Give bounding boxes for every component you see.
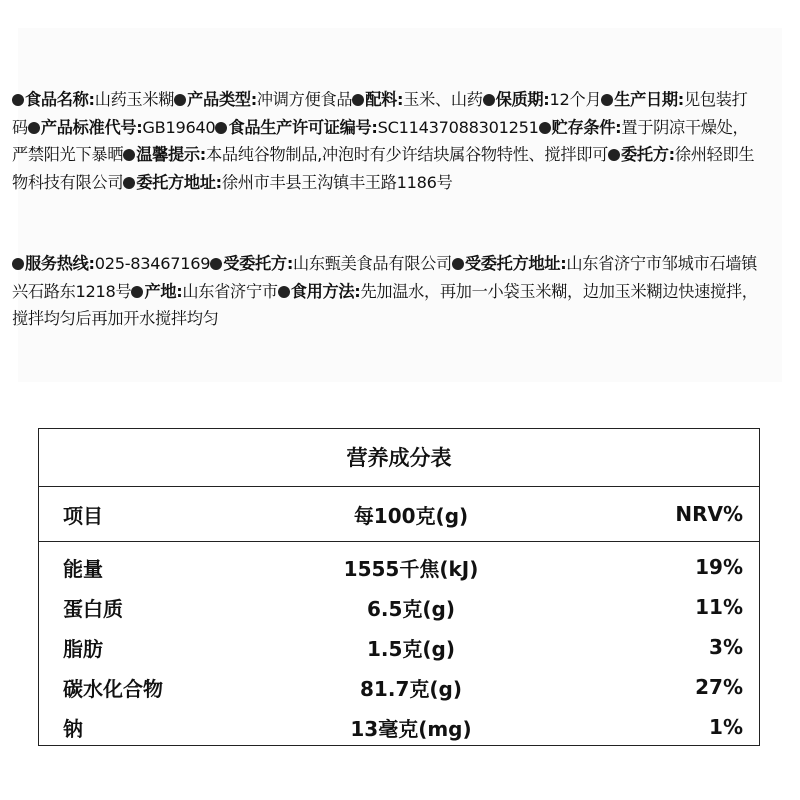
- header-nrv: NRV%: [675, 502, 743, 526]
- field-label: 保质期:: [495, 90, 550, 109]
- nutrient-nrv: 1%: [709, 715, 743, 739]
- field-label: 配料:: [365, 90, 404, 109]
- bullet-icon: [608, 149, 620, 161]
- field-label: 产品标准代号:: [40, 117, 143, 137]
- field-label: 食品名称:: [25, 90, 95, 109]
- field-label: 产品类型:: [187, 90, 257, 109]
- field-value: 见包装打码: [12, 90, 748, 137]
- field-label: 委托方地址:: [136, 172, 222, 192]
- bullet-icon: [539, 122, 551, 134]
- field-value: SC11437088301251: [377, 117, 539, 137]
- nutrient-nrv: 11%: [695, 595, 743, 619]
- field-label: 委托方:: [621, 145, 675, 164]
- nutrient-nrv: 19%: [695, 555, 743, 579]
- field-value: 山东省济宁市邹城市石墙镇兴石路东1218号: [12, 254, 758, 301]
- bullet-icon: [215, 122, 227, 134]
- bullet-icon: [352, 94, 364, 106]
- field-label: 服务热线:: [25, 254, 95, 273]
- nutrition-table-title: 营养成分表: [39, 429, 759, 487]
- bullet-icon: [483, 94, 495, 106]
- field-value: 徐州市丰县王沟镇丰王路1186号: [221, 172, 453, 192]
- field-label: 食用方法:: [290, 281, 361, 301]
- nutrient-value: 1555千焦(kJ): [343, 556, 479, 581]
- field-value: 025-83467169: [94, 254, 211, 273]
- nutrition-table-body: [39, 542, 759, 747]
- nutrient-name: 能量: [63, 556, 103, 581]
- field-value: 山东甄美食品有限公司: [293, 254, 452, 273]
- bullet-icon: [123, 149, 135, 161]
- field-value: 先加温水，再加一小袋玉米糊，边加玉米糊边快速搅拌，搅拌均匀后再加开水搅拌均匀: [12, 281, 758, 328]
- table-row: [39, 627, 759, 667]
- bullet-icon: [452, 258, 464, 270]
- nutrient-name: 碳水化合物: [63, 676, 163, 701]
- field-value: GB19640: [142, 117, 216, 137]
- field-label: 受委托方:: [223, 254, 293, 273]
- field-value: 置于阴凉干燥处，严禁阳光下暴晒: [12, 117, 749, 164]
- field-label: 产地:: [144, 281, 183, 301]
- field-value: 本品纯谷物制品,冲泡时有少许结块属谷物特性、搅拌即可: [205, 145, 608, 164]
- nutrient-value: 81.7克(g): [360, 676, 462, 701]
- bullet-icon: [12, 94, 24, 106]
- field-value: 冲调方便食品: [256, 90, 353, 109]
- field-value: 山药玉米糊: [94, 90, 175, 109]
- table-row: [39, 707, 759, 747]
- nutrient-value: 1.5克(g): [366, 636, 456, 661]
- nutrient-value: 6.5克(g): [366, 596, 456, 621]
- field-value: 12个月: [549, 90, 602, 109]
- field-value: 山东省济宁市: [182, 281, 278, 301]
- bullet-icon: [28, 122, 40, 134]
- bullet-icon: [131, 286, 143, 298]
- field-value: 玉米、山药: [403, 90, 483, 109]
- table-row: [39, 587, 759, 627]
- nutrient-value: 13毫克(mg): [350, 716, 472, 741]
- nutrition-facts-table: [38, 428, 760, 746]
- product-info-paragraph-2: [12, 250, 762, 333]
- field-label: 贮存条件:: [551, 117, 622, 137]
- table-row: [39, 667, 759, 707]
- bullet-icon: [123, 177, 135, 189]
- bullet-icon: [278, 286, 290, 298]
- bullet-icon: [210, 258, 222, 270]
- field-label: 食品生产许可证编号:: [228, 117, 378, 137]
- nutrient-name: 脂肪: [63, 636, 103, 661]
- product-info-paragraph-1: [12, 86, 762, 196]
- field-value: 徐州轻即生物科技有限公司: [12, 145, 755, 192]
- nutrition-table-header: [39, 487, 759, 542]
- nutrient-name: 钠: [63, 716, 83, 741]
- bullet-icon: [12, 258, 24, 270]
- header-per-100g: 每100克(g): [353, 503, 469, 528]
- field-label: 生产日期:: [614, 90, 684, 109]
- field-label: 温馨提示:: [136, 145, 206, 164]
- nutrient-name: 蛋白质: [63, 596, 123, 621]
- bullet-icon: [174, 94, 186, 106]
- table-row: [39, 547, 759, 587]
- nutrient-nrv: 27%: [695, 675, 743, 699]
- nutrient-nrv: 3%: [709, 635, 743, 659]
- bullet-icon: [601, 94, 613, 106]
- field-label: 受委托方地址:: [464, 254, 567, 273]
- header-item: 项目: [63, 503, 103, 528]
